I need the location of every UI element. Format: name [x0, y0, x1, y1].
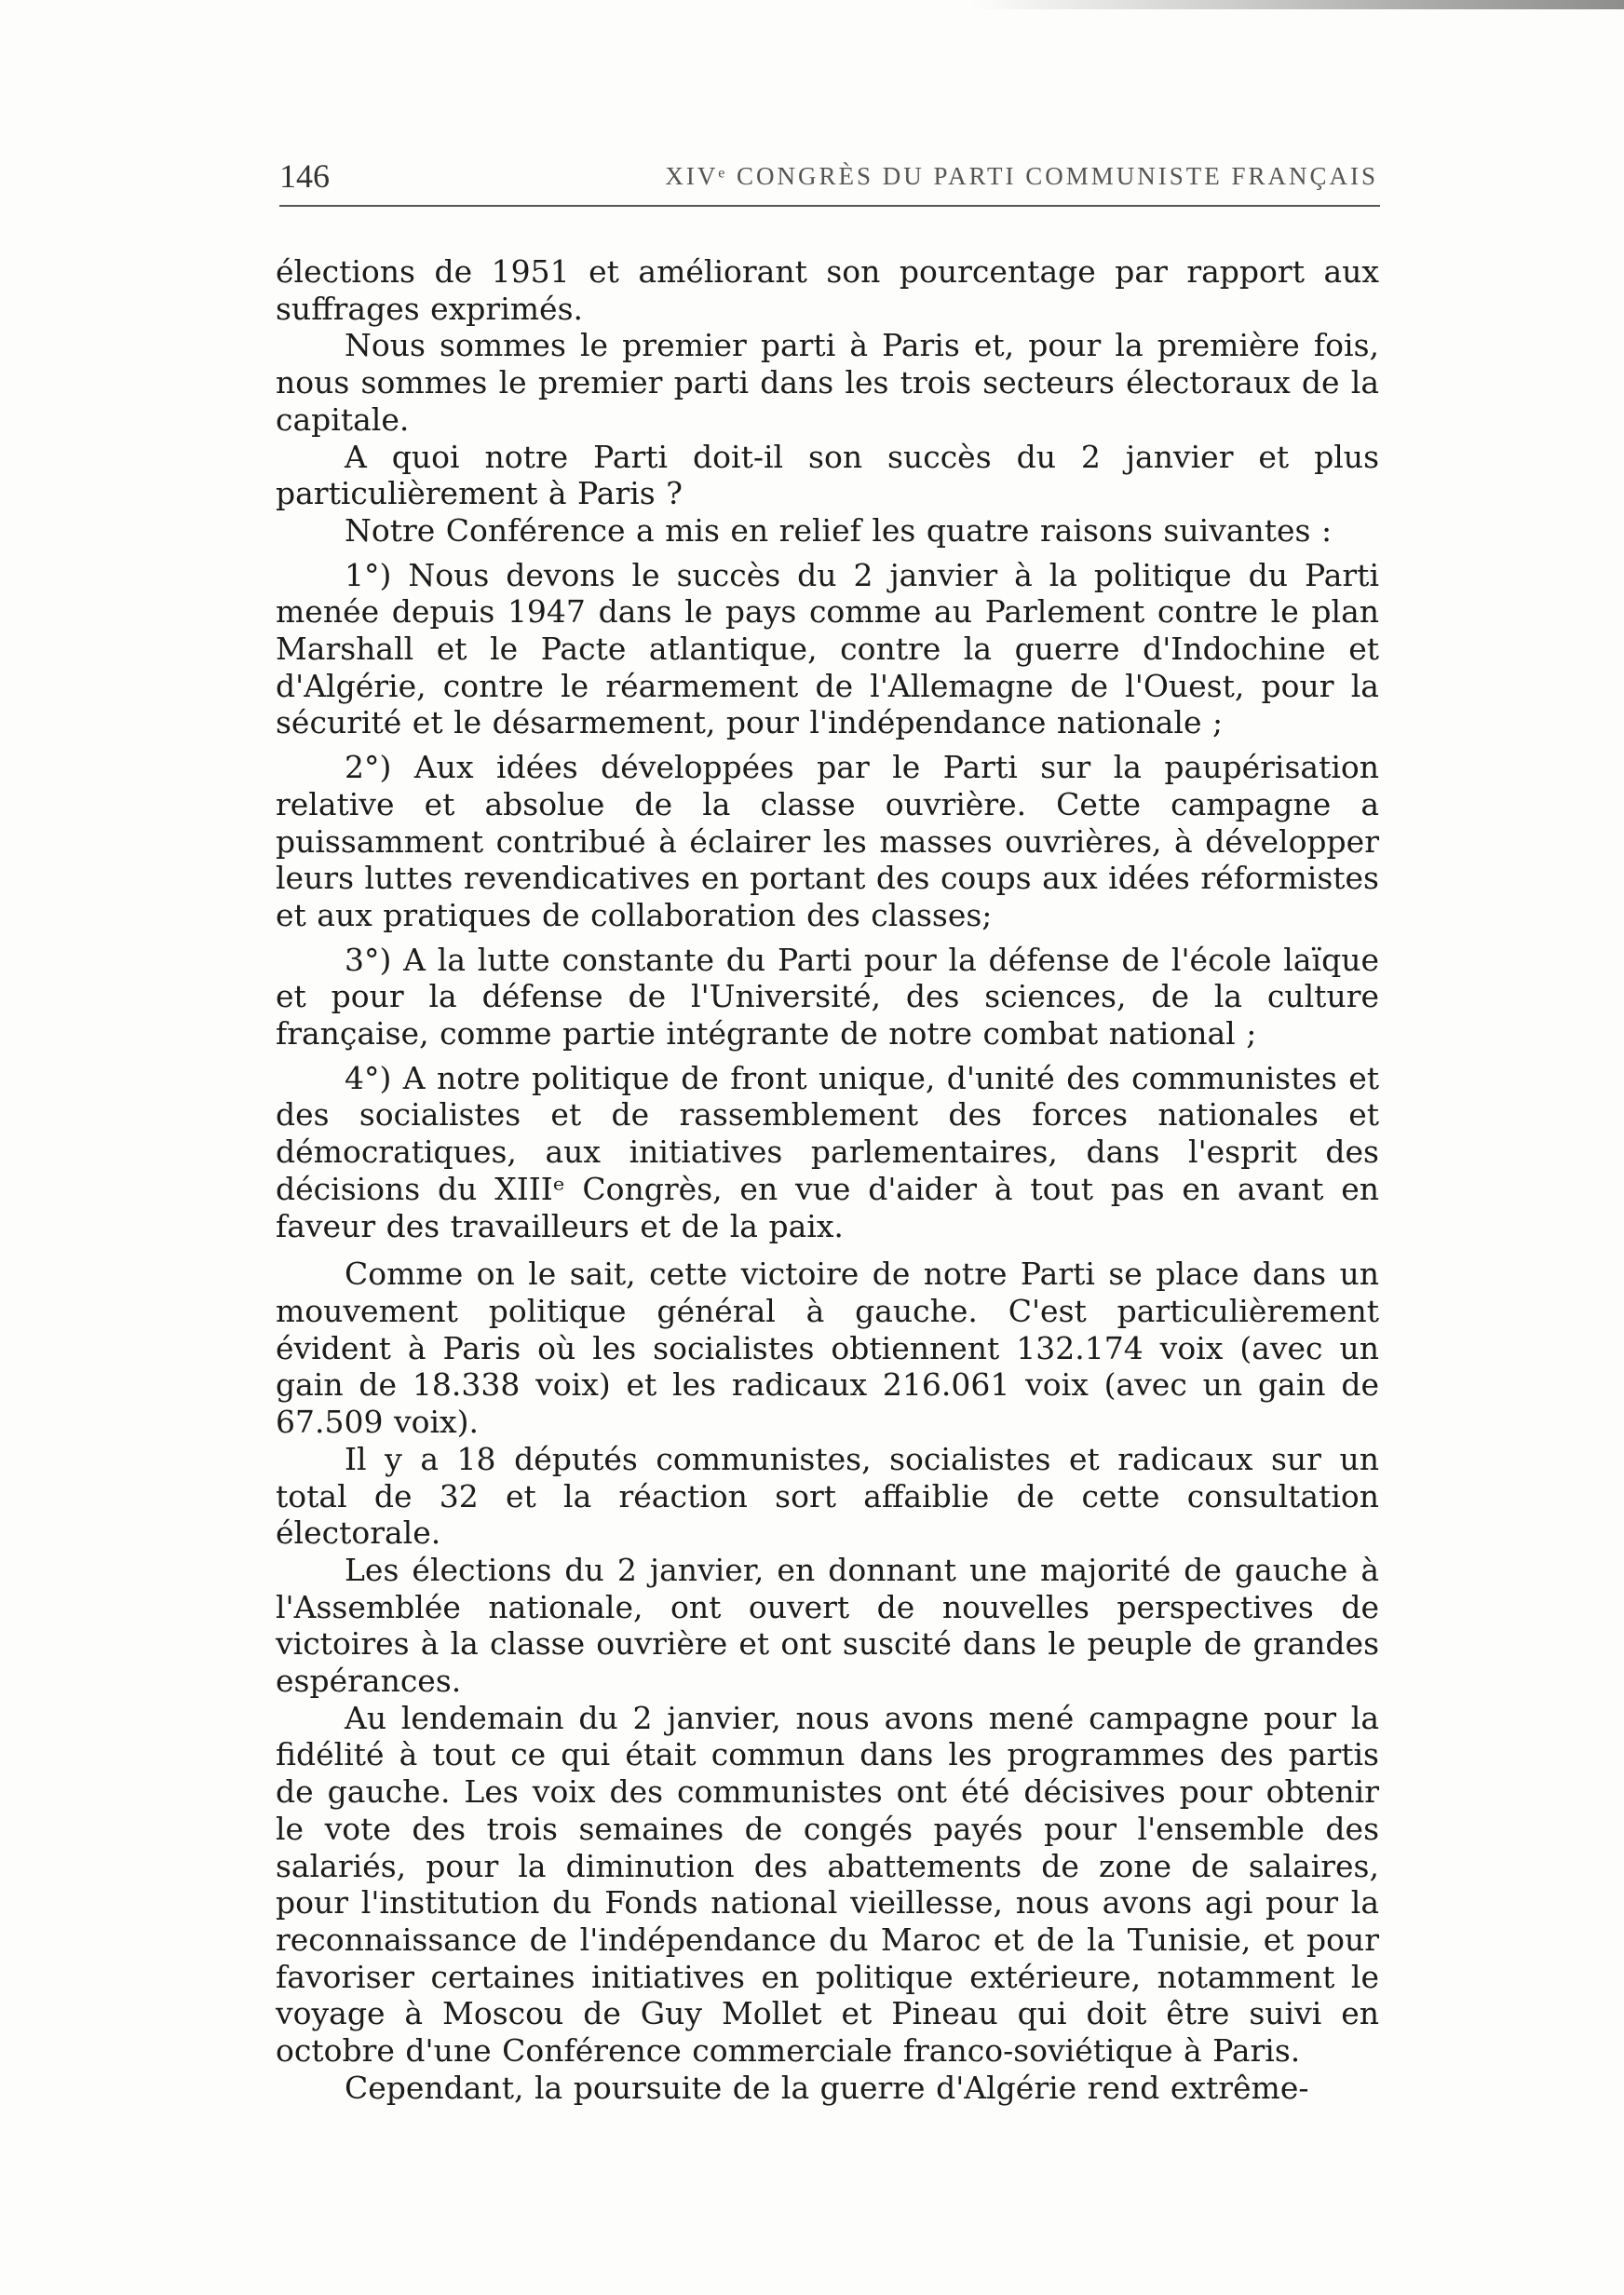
- paragraph: Cependant, la poursuite de la guerre d'Algérie rend extrême-: [345, 2069, 1309, 2106]
- paragraph: Nous sommes le premier parti à Paris et, pour la première fois, nous sommes le premier parti dans les trois secteurs électoraux de la capitale.: [276, 327, 1379, 438]
- paragraph: élections de 1951 et améliorant son pourcentage par rapport aux suffrages exprimés.: [276, 253, 1379, 327]
- running-title: XIVᵉ CONGRÈS DU PARTI COMMUNISTE FRANÇAIS: [665, 162, 1378, 190]
- paragraph: Les élections du 2 janvier, en donnant une majorité de gauche à l'Assemblée nationale, ont ouvert de nouvelles perspectives de victoires à la classe ouvrière et ont suscité dans le peuple de grandes espérances.: [276, 1551, 1379, 1700]
- body-text: [276, 253, 1379, 2106]
- paragraph: A quoi notre Parti doit-il son succès du 2 janvier et plus particulièrement à Paris ?: [276, 438, 1379, 512]
- scan-edge-mark: [972, 0, 1624, 9]
- page-number: 146: [279, 157, 330, 195]
- list-item: 1°) Nous devons le succès du 2 janvier à la politique du Parti menée depuis 1947 dans le pays comme au Parlement contre le plan Marshall et le Pacte atlantique, contre la guerre d'Indochine et d'Algérie, contre le réarmement de l'Allemagne de l'Ouest, pour la sécurité et le désarmement, pour l'indépendance nationale ;: [276, 556, 1379, 741]
- list-item: 2°) Aux idées développées par le Parti sur la paupérisation relative et absolue de la classe ouvrière. Cette campagne a puissamment contribué à éclairer les masses ouvrières, à développer leurs luttes revendicatives en portant des coups aux idées réformistes et aux pratiques de collaboration des classes;: [276, 749, 1379, 933]
- header-rule: [279, 205, 1380, 207]
- paragraph: Notre Conférence a mis en relief les quatre raisons suivantes :: [345, 511, 1333, 549]
- paragraph: Au lendemain du 2 janvier, nous avons mené campagne pour la fidélité à tout ce qui était commun dans les programmes des partis de gauche. Les voix des communistes ont été décisives pour obtenir le vote des trois semaines de congés payés pour l'ensemble des salariés, pour la diminution des abattements de zone de salaires, pour l'institution du Fonds national vieillesse, nous avons agi pour la reconnaissance de l'indépendance du Maroc et de la Tunisie, et pour favoriser certaines initiatives en politique extérieure, notamment le voyage à Moscou de Guy Mollet et Pineau qui doit être suivi en octobre d'une Conférence commerciale franco-soviétique à Paris.: [276, 1699, 1379, 2070]
- paragraph: Comme on le sait, cette victoire de notre Parti se place dans un mouvement politique général à gauche. C'est particulièrement évident à Paris où les socialistes obtiennent 132.174 voix (avec un gain de 18.338 voix) et les radicaux 216.061 voix (avec un gain de 67.509 voix).: [276, 1256, 1379, 1441]
- paragraph: Il y a 18 députés communistes, socialistes et radicaux sur un total de 32 et la réaction sort affaiblie de cette consultation électorale.: [276, 1440, 1379, 1552]
- list-item: 4°) A notre politique de front unique, d'unité des communistes et des socialistes et de rassemblement des forces nationales et démocratiques, aux initiatives parlementaires, dans l'esprit des décisions du XIIIᵉ Congrès, en vue d'aider à tout pas en avant en faveur des travailleurs et de la paix.: [276, 1059, 1379, 1244]
- list-item: 3°) A la lutte constante du Parti pour la défense de l'école laïque et pour la défense de l'Université, des sciences, de la culture française, comme partie intégrante de notre combat national ;: [276, 941, 1379, 1052]
- page-header: [279, 149, 1378, 205]
